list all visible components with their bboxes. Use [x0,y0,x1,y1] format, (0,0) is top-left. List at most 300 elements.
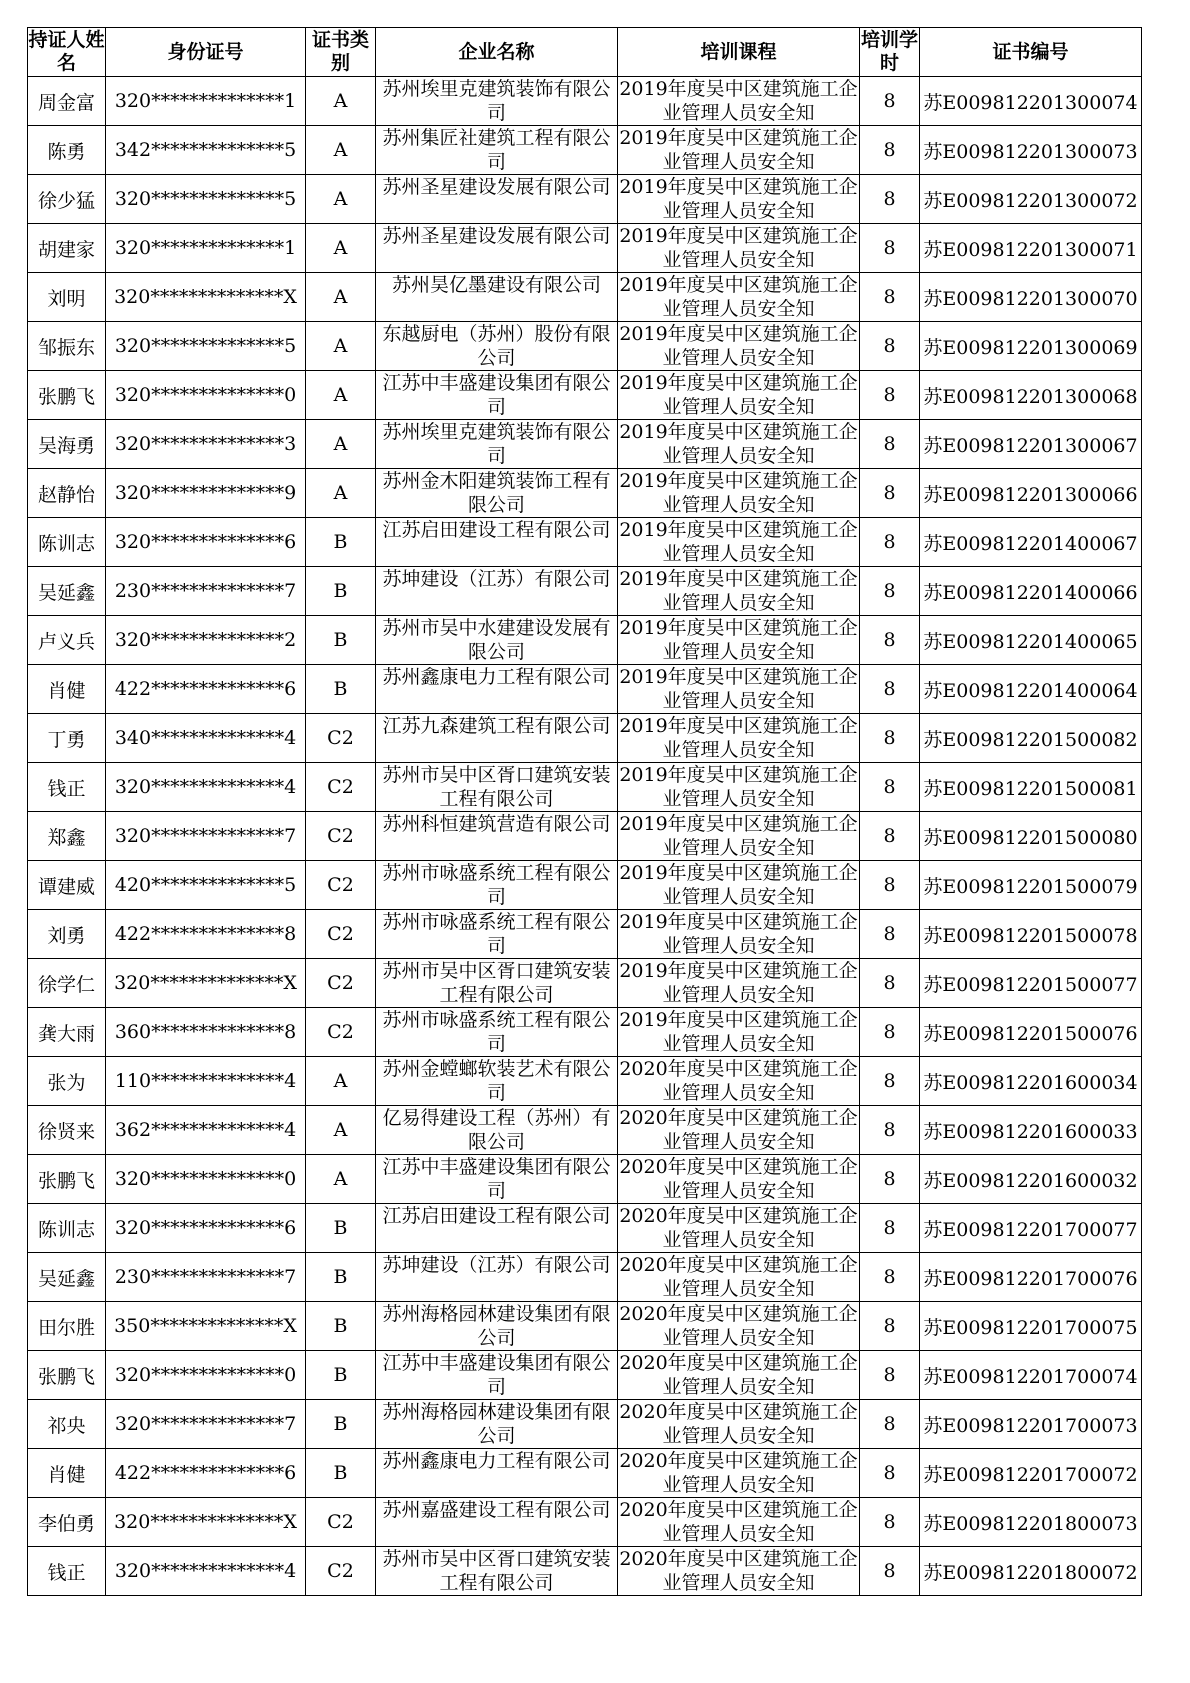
cell-company [376,567,618,616]
cell-company [376,1498,618,1547]
cell-company [376,1351,618,1400]
table-row [28,322,1142,371]
cell-company-text: 苏州金螳螂软装艺术有限公司 [382,1058,611,1104]
cell-company-text: 苏州金木阳建筑装饰工程有限公司 [382,470,611,516]
cell-holder-name: 龚大雨 [28,1008,106,1057]
table-row [28,861,1142,910]
cell-cert-type: B [306,1204,376,1253]
cell-course [618,959,860,1008]
cell-holder-name: 钱正 [28,1547,106,1596]
cell-id-number: 320**************6 [106,1204,306,1253]
cell-cert-no: 苏E009812201300073 [920,126,1142,175]
cell-course-text: 2019年度吴中区建筑施工企业管理人员安全知 [619,470,858,516]
cell-id-number: 110**************4 [106,1057,306,1106]
cell-course [618,469,860,518]
cell-company-text: 江苏启田建设工程有限公司 [382,519,611,541]
cell-cert-no: 苏E009812201600033 [920,1106,1142,1155]
cell-cert-type: C2 [306,861,376,910]
cell-cert-type: A [306,224,376,273]
cell-cert-no: 苏E009812201500079 [920,861,1142,910]
cell-company-text: 苏坤建设（江苏）有限公司 [382,1254,611,1276]
cell-id-number: 320**************5 [106,175,306,224]
cell-cert-no: 苏E009812201400065 [920,616,1142,665]
cell-hours: 8 [860,175,920,224]
cell-id-number: 362**************4 [106,1106,306,1155]
cell-cert-type: A [306,1057,376,1106]
cell-course-text: 2020年度吴中区建筑施工企业管理人员安全知 [619,1205,858,1251]
cell-id-number: 320**************4 [106,1547,306,1596]
cell-hours: 8 [860,665,920,714]
cell-course [618,812,860,861]
cell-course [618,1204,860,1253]
cell-course [618,616,860,665]
cell-company-text: 苏州嘉盛建设工程有限公司 [382,1499,611,1521]
cell-holder-name: 田尔胜 [28,1302,106,1351]
cell-id-number: 340**************4 [106,714,306,763]
cell-course-text: 2019年度吴中区建筑施工企业管理人员安全知 [619,176,858,222]
cell-holder-name: 张鹏飞 [28,1155,106,1204]
cell-id-number: 422**************8 [106,910,306,959]
cell-hours: 8 [860,1547,920,1596]
cell-company [376,812,618,861]
table-row [28,616,1142,665]
cell-holder-name: 张为 [28,1057,106,1106]
cell-holder-name: 吴海勇 [28,420,106,469]
cell-course-text: 2019年度吴中区建筑施工企业管理人员安全知 [619,421,858,467]
cell-company [376,126,618,175]
cell-course-text: 2020年度吴中区建筑施工企业管理人员安全知 [619,1303,858,1349]
table-row [28,714,1142,763]
table-row [28,1106,1142,1155]
cell-company-text: 苏州海格园林建设集团有限公司 [382,1401,611,1447]
cell-cert-type: B [306,1400,376,1449]
cell-holder-name: 刘勇 [28,910,106,959]
cell-cert-type: C2 [306,1008,376,1057]
cell-company [376,616,618,665]
cell-hours: 8 [860,1057,920,1106]
cell-company-text: 江苏启田建设工程有限公司 [382,1205,611,1227]
cell-hours: 8 [860,910,920,959]
cell-holder-name: 郑鑫 [28,812,106,861]
cell-hours: 8 [860,1351,920,1400]
cell-cert-type: A [306,420,376,469]
cell-cert-type: C2 [306,714,376,763]
cell-id-number: 350**************X [106,1302,306,1351]
cell-company-text: 苏州埃里克建筑装饰有限公司 [382,421,611,467]
cell-cert-type: C2 [306,910,376,959]
cell-company [376,1547,618,1596]
cell-holder-name: 祁央 [28,1400,106,1449]
cell-hours: 8 [860,1449,920,1498]
header-company: 企业名称 [376,28,618,77]
cell-cert-no: 苏E009812201500076 [920,1008,1142,1057]
table-row [28,1547,1142,1596]
table-row [28,1253,1142,1302]
table-row [28,1155,1142,1204]
cell-id-number: 320**************X [106,959,306,1008]
cell-cert-type: A [306,175,376,224]
cell-cert-no: 苏E009812201300074 [920,77,1142,126]
cell-course-text: 2019年度吴中区建筑施工企业管理人员安全知 [619,323,858,369]
cell-company [376,420,618,469]
cell-holder-name: 周金富 [28,77,106,126]
cell-hours: 8 [860,763,920,812]
cell-cert-type: B [306,1253,376,1302]
cell-company [376,1400,618,1449]
cell-company-text: 苏州圣星建设发展有限公司 [382,225,611,247]
cell-hours: 8 [860,812,920,861]
table-row [28,812,1142,861]
cell-course [618,1547,860,1596]
cell-hours: 8 [860,273,920,322]
cell-course-text: 2019年度吴中区建筑施工企业管理人员安全知 [619,127,858,173]
cell-holder-name: 胡建家 [28,224,106,273]
cell-id-number: 320**************0 [106,1155,306,1204]
cell-course [618,77,860,126]
cell-course [618,1253,860,1302]
cell-cert-no: 苏E009812201800072 [920,1547,1142,1596]
header-course: 培训课程 [618,28,860,77]
cell-cert-no: 苏E009812201700074 [920,1351,1142,1400]
cell-course [618,126,860,175]
cell-cert-type: A [306,371,376,420]
cell-course [618,1155,860,1204]
cell-cert-type: B [306,1302,376,1351]
cell-course-text: 2020年度吴中区建筑施工企业管理人员安全知 [619,1107,858,1153]
cell-course [618,861,860,910]
cell-cert-no: 苏E009812201300067 [920,420,1142,469]
table-row [28,665,1142,714]
cell-cert-no: 苏E009812201500082 [920,714,1142,763]
cell-hours: 8 [860,420,920,469]
cell-cert-type: C2 [306,1498,376,1547]
cell-company-text: 苏州市吴中区胥口建筑安装工程有限公司 [382,960,611,1006]
cell-cert-type: A [306,77,376,126]
cell-cert-no: 苏E009812201300068 [920,371,1142,420]
cell-cert-no: 苏E009812201300066 [920,469,1142,518]
cell-course-text: 2019年度吴中区建筑施工企业管理人员安全知 [619,274,858,320]
cell-company-text: 苏州集匠社建筑工程有限公司 [382,127,611,173]
cell-company [376,1106,618,1155]
cell-company [376,1302,618,1351]
cell-course [618,714,860,763]
header-holder-name: 持证人姓名 [28,28,106,77]
cell-course-text: 2020年度吴中区建筑施工企业管理人员安全知 [619,1499,858,1545]
cell-cert-no: 苏E009812201300070 [920,273,1142,322]
cell-holder-name: 赵静怡 [28,469,106,518]
cell-hours: 8 [860,126,920,175]
cell-cert-type: B [306,665,376,714]
cell-cert-no: 苏E009812201500081 [920,763,1142,812]
cell-holder-name: 卢义兵 [28,616,106,665]
cell-course-text: 2019年度吴中区建筑施工企业管理人员安全知 [619,764,858,810]
cell-company-text: 苏州市吴中水建建设发展有限公司 [382,617,611,663]
cell-company [376,518,618,567]
cell-cert-no: 苏E009812201400066 [920,567,1142,616]
table-row [28,1057,1142,1106]
cell-holder-name: 李伯勇 [28,1498,106,1547]
cell-cert-type: C2 [306,812,376,861]
cell-cert-type: A [306,126,376,175]
cell-company-text: 苏州科恒建筑营造有限公司 [382,813,611,835]
cell-cert-no: 苏E009812201700076 [920,1253,1142,1302]
cell-holder-name: 徐贤来 [28,1106,106,1155]
cell-course [618,420,860,469]
cell-course [618,665,860,714]
cell-company [376,665,618,714]
cell-course [618,1106,860,1155]
cell-company [376,1155,618,1204]
cell-id-number: 320**************2 [106,616,306,665]
cell-company [376,469,618,518]
cell-company-text: 江苏中丰盛建设集团有限公司 [382,1156,611,1202]
cell-id-number: 320**************1 [106,224,306,273]
cell-hours: 8 [860,77,920,126]
cell-cert-no: 苏E009812201300071 [920,224,1142,273]
cell-id-number: 422**************6 [106,1449,306,1498]
table-row [28,1204,1142,1253]
cell-holder-name: 陈训志 [28,1204,106,1253]
cell-company-text: 苏州市吴中区胥口建筑安装工程有限公司 [382,1548,611,1594]
cell-hours: 8 [860,518,920,567]
cell-cert-no: 苏E009812201300072 [920,175,1142,224]
cell-course-text: 2019年度吴中区建筑施工企业管理人员安全知 [619,715,858,761]
table-row [28,469,1142,518]
table-row [28,518,1142,567]
cell-id-number: 320**************3 [106,420,306,469]
cell-company [376,714,618,763]
cell-id-number: 422**************6 [106,665,306,714]
cell-company-text: 苏州圣星建设发展有限公司 [382,176,611,198]
table-row [28,1302,1142,1351]
cell-course-text: 2020年度吴中区建筑施工企业管理人员安全知 [619,1254,858,1300]
cell-course-text: 2019年度吴中区建筑施工企业管理人员安全知 [619,78,858,124]
cell-cert-type: C2 [306,959,376,1008]
cell-company [376,1008,618,1057]
table-row [28,959,1142,1008]
cell-holder-name: 吴延鑫 [28,1253,106,1302]
cell-hours: 8 [860,1204,920,1253]
cell-hours: 8 [860,371,920,420]
cell-company-text: 苏州鑫康电力工程有限公司 [382,1450,611,1472]
cell-id-number: 320**************5 [106,322,306,371]
cell-company-text: 苏州海格园林建设集团有限公司 [382,1303,611,1349]
table-row [28,371,1142,420]
header-cert-no: 证书编号 [920,28,1142,77]
cell-cert-type: A [306,322,376,371]
cell-cert-no: 苏E009812201500077 [920,959,1142,1008]
cell-holder-name: 徐少猛 [28,175,106,224]
cell-company [376,910,618,959]
cell-course [618,371,860,420]
cell-company [376,1204,618,1253]
cell-hours: 8 [860,1106,920,1155]
cell-holder-name: 陈勇 [28,126,106,175]
cell-id-number: 320**************0 [106,371,306,420]
cell-id-number: 320**************X [106,273,306,322]
cell-cert-no: 苏E009812201700072 [920,1449,1142,1498]
cell-cert-no: 苏E009812201500078 [920,910,1142,959]
cell-course-text: 2019年度吴中区建筑施工企业管理人员安全知 [619,1009,858,1055]
cell-course [618,1449,860,1498]
cell-company-text: 亿易得建设工程（苏州）有限公司 [382,1107,611,1153]
cell-hours: 8 [860,1253,920,1302]
cell-company [376,1449,618,1498]
cell-course [618,763,860,812]
table-body [28,77,1142,1596]
cell-company [376,959,618,1008]
cell-company-text: 苏州市咏盛系统工程有限公司 [382,911,611,957]
cell-hours: 8 [860,469,920,518]
table-row [28,1351,1142,1400]
cell-id-number: 230**************7 [106,1253,306,1302]
cell-id-number: 360**************8 [106,1008,306,1057]
cell-company-text: 江苏中丰盛建设集团有限公司 [382,1352,611,1398]
cell-company [376,1057,618,1106]
cell-cert-type: B [306,616,376,665]
table-row [28,224,1142,273]
cell-course-text: 2019年度吴中区建筑施工企业管理人员安全知 [619,617,858,663]
cell-cert-no: 苏E009812201700077 [920,1204,1142,1253]
table-row [28,126,1142,175]
cell-company [376,175,618,224]
cell-cert-type: A [306,273,376,322]
cell-course [618,1400,860,1449]
cell-hours: 8 [860,616,920,665]
cell-course-text: 2019年度吴中区建筑施工企业管理人员安全知 [619,568,858,614]
cell-cert-no: 苏E009812201400067 [920,518,1142,567]
cell-id-number: 342**************5 [106,126,306,175]
cell-cert-no: 苏E009812201700075 [920,1302,1142,1351]
cell-id-number: 320**************X [106,1498,306,1547]
cell-cert-type: B [306,518,376,567]
header-row [28,28,1142,77]
cell-cert-type: C2 [306,1547,376,1596]
table-row [28,273,1142,322]
cell-hours: 8 [860,1155,920,1204]
cell-company-text: 苏州埃里克建筑装饰有限公司 [382,78,611,124]
cell-course-text: 2019年度吴中区建筑施工企业管理人员安全知 [619,372,858,418]
cell-id-number: 320**************6 [106,518,306,567]
cell-company-text: 苏州市咏盛系统工程有限公司 [382,1009,611,1055]
cell-holder-name: 丁勇 [28,714,106,763]
cell-company-text: 苏州市咏盛系统工程有限公司 [382,862,611,908]
cell-cert-type: B [306,1351,376,1400]
cell-cert-type: B [306,567,376,616]
cell-course [618,322,860,371]
cell-id-number: 320**************7 [106,1400,306,1449]
cell-course-text: 2019年度吴中区建筑施工企业管理人员安全知 [619,862,858,908]
cell-holder-name: 刘明 [28,273,106,322]
cell-company [376,1253,618,1302]
cell-cert-type: A [306,1155,376,1204]
cell-cert-type: B [306,1449,376,1498]
cell-company [376,371,618,420]
table-row [28,77,1142,126]
cell-company-text: 江苏中丰盛建设集团有限公司 [382,372,611,418]
table-row [28,1498,1142,1547]
cell-course-text: 2020年度吴中区建筑施工企业管理人员安全知 [619,1352,858,1398]
cell-course [618,273,860,322]
cell-course [618,1498,860,1547]
cell-hours: 8 [860,1400,920,1449]
cell-company [376,273,618,322]
cell-company-text: 苏州市吴中区胥口建筑安装工程有限公司 [382,764,611,810]
cell-course-text: 2019年度吴中区建筑施工企业管理人员安全知 [619,960,858,1006]
cell-course-text: 2019年度吴中区建筑施工企业管理人员安全知 [619,519,858,565]
cell-holder-name: 邹振东 [28,322,106,371]
cell-hours: 8 [860,567,920,616]
certificate-table [27,27,1142,1596]
cell-id-number: 320**************1 [106,77,306,126]
cell-company [376,224,618,273]
cell-holder-name: 张鹏飞 [28,371,106,420]
cell-id-number: 320**************4 [106,763,306,812]
table-row [28,567,1142,616]
cell-holder-name: 徐学仁 [28,959,106,1008]
cell-course [618,1351,860,1400]
cell-id-number: 420**************5 [106,861,306,910]
cell-id-number: 320**************0 [106,1351,306,1400]
cell-course-text: 2020年度吴中区建筑施工企业管理人员安全知 [619,1548,858,1594]
cell-company-text: 江苏九森建筑工程有限公司 [382,715,611,737]
cell-hours: 8 [860,714,920,763]
cell-course-text: 2020年度吴中区建筑施工企业管理人员安全知 [619,1156,858,1202]
cell-hours: 8 [860,1302,920,1351]
cell-holder-name: 肖健 [28,1449,106,1498]
cell-hours: 8 [860,224,920,273]
cell-cert-type: A [306,469,376,518]
cell-company [376,763,618,812]
cell-hours: 8 [860,1498,920,1547]
table-row [28,420,1142,469]
header-cert-type: 证书类别 [306,28,376,77]
cell-hours: 8 [860,322,920,371]
cell-company-text: 东越厨电（苏州）股份有限公司 [382,323,611,369]
cell-course [618,1057,860,1106]
cell-course-text: 2019年度吴中区建筑施工企业管理人员安全知 [619,911,858,957]
header-id-number: 身份证号 [106,28,306,77]
cell-cert-no: 苏E009812201700073 [920,1400,1142,1449]
table-row [28,1400,1142,1449]
cell-holder-name: 张鹏飞 [28,1351,106,1400]
cell-company [376,322,618,371]
header-hours: 培训学时 [860,28,920,77]
table-row [28,1449,1142,1498]
cell-holder-name: 吴延鑫 [28,567,106,616]
table-row [28,175,1142,224]
cell-hours: 8 [860,861,920,910]
cell-id-number: 320**************7 [106,812,306,861]
table-row [28,763,1142,812]
cell-cert-no: 苏E009812201600034 [920,1057,1142,1106]
cell-course [618,224,860,273]
cell-hours: 8 [860,959,920,1008]
cell-holder-name: 陈训志 [28,518,106,567]
cell-holder-name: 钱正 [28,763,106,812]
cell-course [618,518,860,567]
cell-id-number: 320**************9 [106,469,306,518]
cell-company [376,77,618,126]
cell-course [618,910,860,959]
table-row [28,1008,1142,1057]
cell-cert-type: C2 [306,763,376,812]
cell-company-text: 苏州鑫康电力工程有限公司 [382,666,611,688]
cell-course-text: 2019年度吴中区建筑施工企业管理人员安全知 [619,666,858,712]
cell-cert-no: 苏E009812201500080 [920,812,1142,861]
cell-course-text: 2020年度吴中区建筑施工企业管理人员安全知 [619,1450,858,1496]
cell-course [618,1302,860,1351]
